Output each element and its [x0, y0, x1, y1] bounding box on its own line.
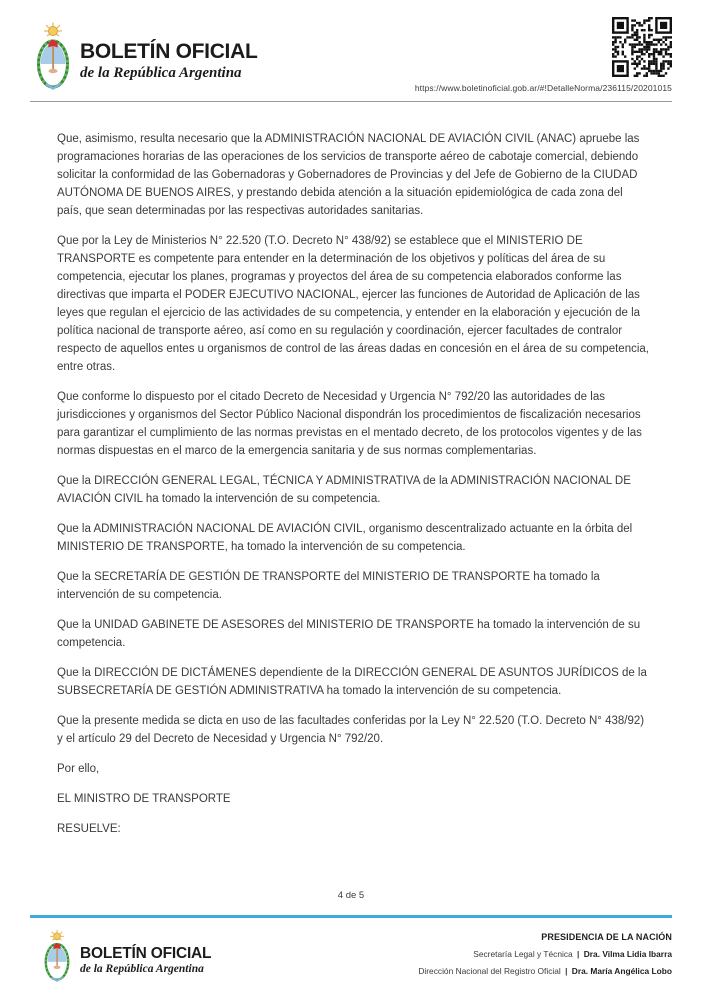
paragraph: Que la UNIDAD GABINETE DE ASESORES del MINISTERIO DE TRANSPORTE ha tomado la intervención de su competencia.: [57, 619, 641, 649]
signature-line: Dirección Nacional del Registro Oficial | Dra. María Angélica Lobo: [418, 966, 672, 976]
masthead-subtitle: de la República Argentina: [80, 65, 242, 81]
paragraph: Que la ADMINISTRACIÓN NACIONAL DE AVIACIÓN CIVIL, organismo descentralizado actuante en la órbita del MINISTERIO DE TRANSPORTE, ha tomado la intervención de su competencia.: [57, 523, 633, 553]
document-paragraphs: [57, 130, 649, 850]
footer-masthead-title: BOLETÍN OFICIAL: [80, 945, 212, 962]
qr-code-icon: [612, 17, 672, 77]
paragraph: Que conforme lo dispuesto por el citado Decreto de Necesidad y Urgencia N° 792/20 las autoridades de las jurisdicciones y organismos del Sector Público Nacional dispondrán los procedimientos de fiscalización necesarios para garantizar el cumplimiento de las normas previstas en el mentado decreto, de los protocolos vigentes y de las normas dispuestas en el marco de la emergencia sanitaria y de sus normas complementarias.: [57, 391, 642, 457]
paragraph: Que la presente medida se dicta en uso de las facultades conferidas por la Ley N° 22.520 (T.O. Decreto N° 438/92) y el artículo 29 del Decreto de Necesidad y Urgencia N° 792/20.: [57, 715, 645, 745]
signature-line: Secretaría Legal y Técnica | Dra. Vilma Lidia Ibarra: [473, 949, 672, 959]
paragraph: Que la SECRETARÍA DE GESTIÓN DE TRANSPORTE del MINISTERIO DE TRANSPORTE ha tomado la intervención de su competencia.: [57, 571, 600, 601]
paragraph: Por ello,: [57, 763, 100, 775]
signature-block: [418, 932, 672, 976]
paragraph: Que la DIRECCIÓN GENERAL LEGAL, TÉCNICA Y ADMINISTRATIVA de la ADMINISTRACIÓN NACIONAL DE AVIACIÓN CIVIL ha tomado la intervención de su competencia.: [57, 475, 631, 505]
footer-divider: [30, 915, 672, 918]
paragraph: Que por la Ley de Ministerios N° 22.520 (T.O. Decreto N° 438/92) se establece que el MINISTERIO DE TRANSPORTE es competente para entender en la determinación de los objetivos y políticas del área de su competencia, ejecutar los planes, programas y proyectos del área de su competencia elaborados conforme las directivas que imparta el PODER EJECUTIVO NACIONAL, ejercer las funciones de Autoridad de Aplicación de las leyes que regulan el ejercicio de las actividades de su competencia, y entender en la elaboración y ejecución de la política nacional de transporte aéreo, así como en su regulación y coordinación, ejercer facultades de contralor respecto de aquellos entes u organismos de control de las áreas dadas en concesión en el área de su competencia, entre otras.: [57, 235, 649, 373]
paragraph: RESUELVE:: [57, 823, 121, 835]
paragraph: Que, asimismo, resulta necesario que la ADMINISTRACIÓN NACIONAL DE AVIACIÓN CIVIL (ANAC) apruebe las programaciones horarias de las operaciones de los servicios de transporte aéreo de cabotaje comercial, debiendo solicitar la conformidad de las Gobernadoras y Gobernadores de Provincias y del Jefe de Gobierno de la CIUDAD AUTÓNOMA DE BUENOS AIRES, y prestando debida atención a la situación epidemiológica de cada zona del país, que sean determinadas por las respectivas autoridades sanitarias.: [57, 133, 640, 217]
footer-masthead-subtitle: de la República Argentina: [80, 963, 204, 975]
argentina-coat-of-arms-icon: [31, 22, 75, 96]
masthead: [80, 41, 258, 82]
footer-masthead: [80, 945, 211, 976]
signature-lines: [418, 949, 672, 976]
presidencia-heading: PRESIDENCIA DE LA NACIÓN: [541, 932, 672, 942]
header-divider: [30, 101, 672, 102]
masthead-title: BOLETÍN OFICIAL: [80, 40, 258, 63]
argentina-coat-of-arms-icon: [40, 929, 74, 987]
paragraph: Que la DIRECCIÓN DE DICTÁMENES dependiente de la DIRECCIÓN GENERAL DE ASUNTOS JURÍDICOS de la SUBSECRETARÍA DE GESTIÓN ADMINISTRATIVA ha tomado la intervención de su competencia.: [57, 667, 647, 697]
norma-detail-url[interactable]: https://www.boletinoficial.gob.ar/#!DetalleNorma/236115/20201015: [414, 83, 672, 93]
paragraph: EL MINISTRO DE TRANSPORTE: [57, 793, 231, 805]
page-number: 4 de 5: [337, 890, 365, 901]
